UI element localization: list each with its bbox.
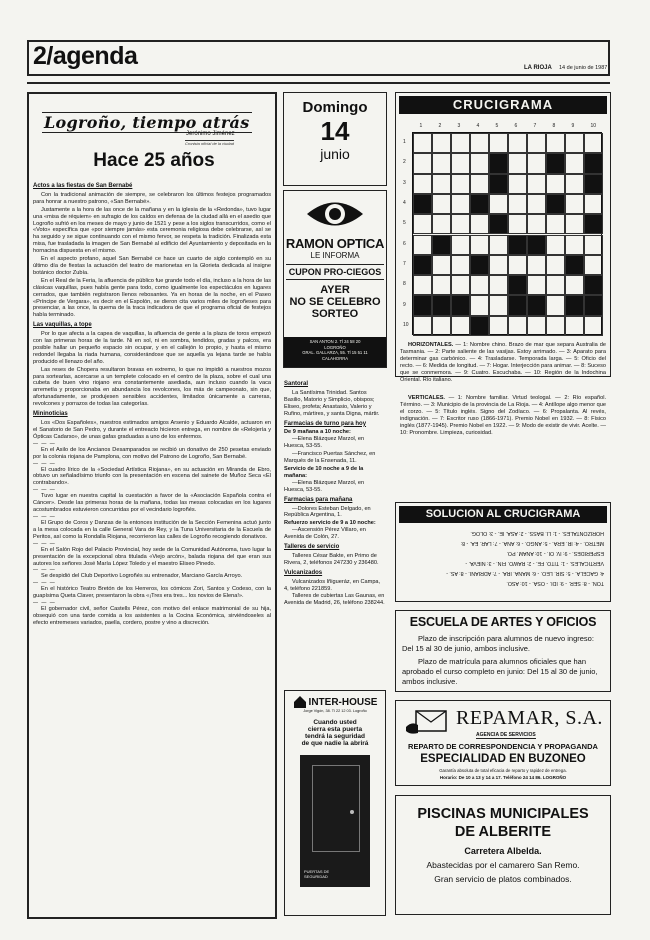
s2-paragraph: Las reses de Chopera resultaron bravas en extremo, lo que no impidió a nuestros mozos para sortearlas, acercarse a un templete colocado en el centro de la plaza, sobre el cual una cubeta de buen vino riojano era constantemente asediada, aun incluso cuando la vaca arremetía y proporcionaba en abundancia los revolcones, los más de campeonato, sin que, afortunadamente, se produjesen sensibles accidentes, limitados únicamente a carreras, revolcones y porrazos de todas las categorías.	[33, 366, 271, 408]
solucion-line: HORIZONTALES. - 1: LI. BASS. - 2: ASA. IE. - 3: OLOG.	[470, 530, 604, 536]
row-number: 1	[403, 139, 406, 146]
farm-entry: —Ascensión Pérez Villaro, en Avenida de Colón, 27.	[284, 527, 366, 541]
farm-entry: —Dolores Esteban Delgado, en República Argentina, 1.	[284, 505, 371, 519]
crossword-cell	[546, 255, 565, 275]
crossword-black-cell	[527, 295, 546, 315]
vulcanizados-text-2: Talleres de cubiertas Las Gaunas, en Avenida de Madrid, 26, teléfono 238244.	[284, 593, 385, 607]
crossword-cell	[527, 133, 546, 153]
column-logo	[42, 112, 274, 133]
separator: — — —	[33, 580, 56, 587]
optica-tagline: LE INFORMA	[310, 251, 360, 260]
date-box	[283, 92, 387, 186]
repamar-brand: REPAMAR, S.A.	[456, 707, 603, 729]
crossword-black-cell	[432, 295, 451, 315]
crossword-cell	[451, 194, 470, 214]
crossword-cell	[413, 235, 432, 255]
crossword-black-cell	[451, 295, 470, 315]
crossword-black-cell	[413, 194, 432, 214]
crossword-cell	[432, 316, 451, 336]
crossword-cell	[413, 316, 432, 336]
crossword-cell	[565, 133, 584, 153]
row-number: 5	[403, 220, 406, 227]
piscinas-title-2: DE ALBERITE	[454, 824, 552, 840]
section1-title: Actos a las fiestas de San Bernabé	[33, 183, 133, 189]
crossword-black-cell	[584, 275, 603, 295]
crossword-cell	[565, 194, 584, 214]
optica-address	[284, 337, 386, 367]
column-number: 5	[495, 123, 499, 129]
envelope-hand-icon	[404, 707, 450, 737]
door-label: PUERTAS DE SEGURIDAD	[304, 869, 330, 879]
s3-paragraph: En el Asilo de los Ancianos Desamparados se recibió un donativo de 250 pesetas enviado por la colonia riojana de Pamplona, con motivo del Patrono de Logroño, San Bernabé.	[33, 446, 271, 460]
piscinas-ad	[395, 795, 611, 915]
interhouse-ad	[284, 690, 386, 916]
crucigrama-clues-v	[400, 395, 606, 437]
separator: — — —	[33, 600, 56, 607]
s2-paragraph: Por lo que afecta a la capea de vaquillas, la afluencia de gente a la plaza de toros empezó con las primeras horas de la tarde. Ni en sol, ni en sombra, tendidos, gradas y palcos, era posible hallar un pequeño espacio sin ocupar, y en el callejón lo propio, y hasta el mismo redondel llegaba la riada humana, considerándose que se aquella ya lejana tarde se había producido el llenazo del año.	[33, 331, 271, 365]
solucion-line: TON. - 8: SER. - 9: IDI. - OSA. - 10: ASO.	[506, 580, 604, 586]
interhouse-line-3: tendrá la seguridad	[305, 733, 365, 740]
solucion-line: VERTICALES. - 1: TITO. FE. - 2: RAWO. FIN. - 3: NIEVA. -	[465, 560, 604, 566]
optica-address-3: GRAL. GALLARZA, 55. Tl 15 51 11	[302, 350, 368, 355]
crossword-cell	[565, 214, 584, 234]
crossword-black-cell	[470, 194, 489, 214]
crossword-cell	[527, 194, 546, 214]
solucion-title: SOLUCION AL CRUCIGRAMA	[399, 506, 607, 523]
piscinas-title-1: PISCINAS MUNICIPALES	[417, 806, 589, 822]
crossword-black-cell	[584, 214, 603, 234]
crossword-cell	[527, 174, 546, 194]
door-handle-icon	[350, 810, 354, 814]
optica-result-3: SORTEO	[311, 308, 359, 320]
interhouse-address: Jorge Vigón, 38. Tl 22 12 03. Logroño	[303, 709, 367, 713]
house-logo-icon	[293, 695, 307, 709]
row-number: 9	[403, 301, 406, 308]
column-number: 10	[590, 123, 597, 129]
author-name: Jerónimo Jiménez	[186, 131, 235, 137]
crossword-cell	[584, 255, 603, 275]
escuela-para-2: Plazo de matrícula para alumnos oficiales que han aprobado el curso completo en junio: Del 15 al 30 de junio, ambos inclusive.	[402, 657, 598, 686]
crossword-cell	[565, 235, 584, 255]
crossword-black-cell	[508, 295, 527, 315]
santoral-title: Santoral	[284, 381, 309, 387]
crossword-black-cell	[565, 295, 584, 315]
section2-title: Las vaquillas, a tope	[33, 322, 92, 329]
crossword-cell	[451, 153, 470, 173]
crossword-cell	[413, 153, 432, 173]
interhouse-line-2: cierra esta puerta	[307, 726, 363, 733]
column-logo-text: Logroño, tiempo atrás	[44, 113, 250, 132]
optica-result-2: NO SE CELEBRO	[289, 296, 381, 308]
crossword-cell	[546, 295, 565, 315]
repamar-line-3: Garantía absoluta de total eficacia de reparto y rapidez de entrega.	[439, 768, 567, 773]
crossword-cell	[489, 255, 508, 275]
crossword-cell	[470, 174, 489, 194]
verticales-label: VERTICALES.	[408, 395, 445, 401]
paper-date: 14 de junio de 1987	[559, 65, 608, 71]
repamar-line-4: Horario: De 10 a 13 y 14 a 17. Teléfono 24 14 86. LOGROÑO	[439, 775, 567, 780]
crossword-cell	[432, 275, 451, 295]
crossword-cell	[451, 214, 470, 234]
crossword-cell	[546, 133, 565, 153]
s3-paragraph: En el Salón Rojo del Palacio Provincial, hoy sede de la Comunidad Autónoma, tuvo lugar la presentación de la excepcional obra titulada «Viejo arcón», balada riojana del que eran sus autores los señores José María López Toledo y el maestro Eliseo Pinedo.	[33, 546, 271, 567]
crossword-cell	[470, 153, 489, 173]
verticales-clues: — 1: Nombre familiar. Virtud teologal. — 2: Río español. Término. — 3: Municipio de la provincia de La Rioja. — 4: Antílope algo menor que el corzo. — 5: Título inglés. Signo del Zodíaco. — 6: Propalanta. Al revés, indignación. — 7: Escritor ruso (1866-1971). Premio Nobel en 1932. — 8: Físico inglés (1877-1945). Premio Nobel en 1922. — 9: Modo de existir de vivir. Acelte. — 10: Pronombre. Limpieza, curiosidad.	[400, 395, 607, 436]
crossword-cell	[565, 174, 584, 194]
crossword-cell	[432, 174, 451, 194]
crossword-cell	[489, 275, 508, 295]
separator: — — —	[33, 487, 56, 494]
row-number: 7	[403, 260, 406, 267]
day-number: 14	[320, 116, 350, 146]
crucigrama-clues	[400, 342, 606, 384]
escuela-para-1: Plazo de inscripción para alumnos de nuevo ingreso: Del 15 al 30 de junio, ambos inclusive.	[402, 634, 594, 653]
crossword-column-numbers	[412, 123, 602, 131]
optica-address-1: SAN ANTON 2. Tl 24 58 20	[309, 339, 361, 344]
crossword-black-cell	[546, 194, 565, 214]
crossword-cell	[451, 275, 470, 295]
crossword-cell	[508, 316, 527, 336]
crossword-cell	[527, 214, 546, 234]
row-number: 10	[403, 321, 409, 328]
solucion-line: ESPERIDES. - 9: IV. OI. - 10: ANAM. PO.	[506, 550, 604, 556]
crossword-cell	[584, 235, 603, 255]
farm-manana-title: Farmacias para mañana	[284, 496, 353, 503]
crossword-black-cell	[508, 235, 527, 255]
crossword-cell	[527, 153, 546, 173]
repamar-subtitle: AGENCIA DE SERVICIOS	[476, 732, 536, 738]
crossword-black-cell	[413, 255, 432, 275]
crossword-cell	[432, 255, 451, 275]
crossword-cell	[565, 316, 584, 336]
optica-address-2: LOGROÑO	[324, 344, 346, 350]
crossword-black-cell	[470, 316, 489, 336]
crossword-cell	[546, 235, 565, 255]
talleres-text: Talleres César Bakte, en Primo de Rivera, 2, teléfonos 247230 y 236480.	[284, 552, 379, 566]
santoral-text: La Santísima Trinidad. Santos Basilio, Matorio y Simplicio, obispos; Eliseo, profeta; Anastasio, Valerio y Rufino, mártires, y santa Digna, mártir.	[284, 389, 380, 417]
column-number: 1	[419, 123, 423, 129]
crossword-black-cell	[489, 214, 508, 234]
s3-paragraph: Se despidió del Club Deportivo Logroñés su entrenador, Marciano García Arroyo.	[41, 573, 243, 580]
crossword-black-cell	[584, 295, 603, 315]
row-number: 8	[403, 281, 406, 288]
vulcanizados-title: Vulcanizados	[284, 569, 323, 576]
crossword-cell	[508, 255, 527, 275]
farm-hours: De 9 mañana a 10 noche:	[284, 429, 351, 436]
crossword-cell	[451, 133, 470, 153]
refuerzo-label: Refuerzo servicio de 9 a 10 noche:	[284, 520, 376, 527]
column-number: 6	[514, 123, 518, 129]
crossword-cell	[451, 235, 470, 255]
crossword-cell	[470, 235, 489, 255]
piscinas-road: Carretera Albelda.	[464, 846, 542, 856]
eye-logo-icon	[305, 197, 365, 231]
crossword-cell	[413, 214, 432, 234]
solucion-text	[402, 528, 604, 588]
s3-paragraph: El cuadro lírico de la «Sociedad Artística Riojana», en su actuación en Miranda de Ebro, obtuvo un señaladísimo triunfo con la presentación en escena del sainete de Muñoz Seca «El contrabando».	[33, 466, 271, 487]
crossword-cell	[508, 194, 527, 214]
solucion-line: 4: GACELA. - 5: SIR. LEO. - 6: MANA. IRA. - 7: ADRIANI. - 8: AS. -	[446, 570, 604, 576]
optica-result-1: AYER	[320, 284, 350, 296]
crossword-cell	[584, 316, 603, 336]
crossword-cell	[508, 214, 527, 234]
crossword-black-cell	[432, 235, 451, 255]
servicio-label: Servicio de 10 noche a 9 de la mañana:	[284, 465, 364, 479]
weekday: Domingo	[302, 99, 368, 116]
solucion-line: METRO. - 4: IR. ERA. - 5: ANGO. - 6: ANA. - 7: LAR. EA. - 8:	[460, 540, 604, 546]
column-number: 9	[571, 123, 575, 129]
crossword-cell	[413, 174, 432, 194]
optica-ad	[283, 190, 387, 368]
crossword-black-cell	[546, 153, 565, 173]
crossword-black-cell	[489, 174, 508, 194]
s3-paragraph: El gobernador civil, señor Castells Pérez, con motivo del enlace matrimonial de su hija, obsequió con una tarde comida a los asistentes a la Cocina Económica, sirviéndoseles al efecto entremeses variados, paella, cordero, postre y vino a discreción.	[33, 606, 271, 626]
separator: — — —	[33, 440, 56, 447]
s3-paragraph: Tuvo lugar en nuestra capital la cuestación a favor de la «Asociación Española contra el Cáncer». Desde las primeras horas de la mañana, todas las mesas colocadas en los lugares acostumbrados estuvieron concurridas por el vecindario logroñés.	[33, 493, 271, 514]
separator: — — —	[33, 567, 56, 574]
crossword-black-cell	[565, 255, 584, 275]
author-role: Cronista oficial de la ciudad	[185, 141, 234, 146]
escuela-title: ESCUELA DE ARTES Y OFICIOS	[409, 615, 597, 629]
separator: — — —	[33, 540, 56, 547]
crossword-cell	[546, 275, 565, 295]
crossword-black-cell	[508, 275, 527, 295]
crossword-black-cell	[470, 255, 489, 275]
interhouse-line-4: de que nadie la abrirá	[301, 740, 369, 747]
crossword-cell	[470, 295, 489, 315]
interhouse-brand: INTER-HOUSE	[308, 696, 378, 708]
crossword-cell	[470, 133, 489, 153]
row-number: 4	[403, 200, 406, 207]
crossword-cell	[432, 153, 451, 173]
repamar-line-1: REPARTO DE CORRESPONDENCIA Y PROPAGANDA	[408, 742, 598, 751]
piscinas-line-1: Abastecidas por el camarero San Remo.	[426, 860, 580, 870]
s3-paragraph: Los «Dos Españoles», nuestros estimados amigos Arsenio y Eduardo Alcalde, actuaron en el Sanatorio de San Pedro, y durante el entreacto hicieron entrega, en nombre de «Relojería y Ópticas Cadarso», de unas gafas graduadas a uno de los enfermos.	[33, 420, 271, 440]
column-number: 7	[533, 123, 537, 129]
optica-coupon: CUPON PRO-CIEGOS	[286, 264, 384, 280]
crossword-cell	[470, 275, 489, 295]
crossword-black-cell	[584, 153, 603, 173]
crossword-cell	[527, 316, 546, 336]
escuela-ad	[395, 610, 611, 692]
crossword-black-cell	[489, 153, 508, 173]
door-photo	[300, 755, 370, 887]
column-number: 4	[476, 123, 480, 129]
separator: — — —	[33, 513, 56, 520]
farmacias-title: Farmacias de turno para hoy	[284, 420, 367, 427]
column-number: 8	[552, 123, 556, 129]
farm-entry: —Francisco Puertas Sánchez, en Marqués de la Ensenada, 11.	[284, 451, 376, 465]
crossword-cell	[584, 194, 603, 214]
agenda-listings	[284, 378, 386, 608]
crossword-cell	[527, 255, 546, 275]
column-number: 3	[457, 123, 461, 129]
horizontales-clues: — 1: Nombre chino. Brazo de mar que separa Australia de Tasmania. — 2: Parte saliente de las vasijas. Estoy arrimado. — 3: Aparato para determinar gas carbónico. — 4: Trasladarse. Temporada larga. — 5: Oficio del recto. — 6: Medida de longitud. — 7: Hogar. Interjección para animar. — 8: Suceso que se conmemora. — 9: Cuatro. Escuchaba. — 10: Región de la Indochina Oriental. Río italiano.	[400, 342, 607, 383]
s3-paragraph: En el histórico Teatro Bretón de los Herreros, los cómicos Zori, Santos y Codeso, con la guapísima Queta Claver, presentaron la obra «¡Tres era tres... los novios de Elena!».	[33, 586, 271, 600]
crossword-cell	[432, 194, 451, 214]
talleres-title: Talleres de servicio	[284, 544, 340, 551]
interhouse-logo	[285, 695, 385, 709]
crossword-cell	[413, 275, 432, 295]
door-panel	[312, 765, 360, 852]
crossword-cell	[489, 133, 508, 153]
header-rule	[27, 82, 610, 84]
month: junio	[320, 146, 350, 162]
crossword-black-cell	[584, 174, 603, 194]
article-body	[33, 180, 271, 628]
crossword-cell	[489, 295, 508, 315]
farm-entry: —Elena Blázquez Marzol, en Huesca, 53-55.	[284, 479, 365, 493]
crossword-cell	[546, 174, 565, 194]
horizontales-label: HORIZONTALES.	[408, 342, 454, 348]
crossword-cell	[584, 133, 603, 153]
column-number: 2	[438, 123, 442, 129]
crossword-cell	[432, 214, 451, 234]
crossword-cell	[508, 133, 527, 153]
crossword-cell	[489, 316, 508, 336]
crossword-cell	[413, 133, 432, 153]
s3-paragraph: El Grupo de Coros y Danzas de la entonces institución de la Sección Femenina actuó junto a la mesa colocada en la calle General Vara de Rey, y la Tuna Universitaria de la Escuela de Peritos, así como la Rondalla Riojana, recorrieron las calles de Logroño recogiendo donativos.	[33, 519, 271, 540]
crossword-cell	[432, 133, 451, 153]
crossword-cell	[546, 214, 565, 234]
crossword-cell	[470, 214, 489, 234]
paper-name: LA RIOJA	[524, 65, 552, 71]
crucigrama-title: CRUCIGRAMA	[399, 96, 607, 114]
section3-title: Mininoticias	[33, 411, 68, 418]
crossword-cell	[451, 255, 470, 275]
s1-paragraph: En el aspecto profano, aquel San Bernabé ce hace un cuarto de siglo contempló en su último día de fiestas la actuación del teatro de marionetas en la Glorieta dedicada al insigne botánico doctor Zubía.	[33, 256, 271, 276]
piscinas-line-2: Gran servicio de platos combinados.	[434, 874, 572, 884]
farm-entry: —Elena Blázquez Marzol, en Huesca, 53-55.	[284, 436, 365, 450]
separator: — — —	[33, 460, 56, 467]
crossword-cell	[489, 235, 508, 255]
crossword-cell	[489, 194, 508, 214]
optica-brand: RAMON OPTICA	[285, 236, 385, 251]
interhouse-line-1: Cuando usted	[313, 719, 357, 726]
optica-address-4: CALAHORRA	[321, 355, 349, 361]
repamar-line-2: ESPECIALIDAD EN BUZONEO	[420, 753, 586, 765]
crossword-black-cell	[527, 235, 546, 255]
crossword-row-numbers	[401, 132, 411, 335]
crossword-cell	[565, 275, 584, 295]
crossword-cell	[546, 316, 565, 336]
crossword-black-cell	[413, 295, 432, 315]
crossword-cell	[508, 153, 527, 173]
article-headline: Hace 25 años	[93, 150, 215, 171]
s1-paragraph: Con la tradicional animación de siempre, se celebraron los últimos festejos programados para honrar a nuestro patrono, «San Bernabé».	[33, 191, 271, 205]
row-number: 6	[403, 240, 406, 247]
section-title: 2/agenda	[33, 42, 138, 70]
vulcanizados-text: Vulcanizados Iñigueráz, en Campa, 4, teléfono 221859.	[284, 578, 381, 592]
row-number: 2	[403, 159, 406, 166]
crossword-cell	[451, 316, 470, 336]
repamar-ad	[395, 700, 611, 786]
s1-paragraph: En el Real de la Feria, la afluencia de público fue grande todo el día, incluso a la hora de las clásicas vaquillas, pues había gente para todo, como igualmente los espectáculos en lugares cerrados, que también registraron llenos rebosantes. Ya en horas de la noche, en el Paseo «Príncipe de Vergara», es decir en el Espolón, se dieron cita varios miles de logroñeses para presenciar, a las once, la quema de la traca indicadora de que el programa oficial de festejos había terminado.	[33, 277, 271, 319]
crossword-cell	[565, 153, 584, 173]
crossword-cell	[451, 174, 470, 194]
row-number: 3	[403, 179, 406, 186]
s1-paragraph: Justamente a la hora de las once de la mañana y en la iglesia de la «Redonda», tuvo lugar una «misa de réquiem» en sufragio de los caídos en defensa de la ciudad allá en el asedio que Logroño sufrió en los meses de mayo y junio de 1521 y pese a los siglos transcurridos, como el «Voto» específica que «por siempre jamás» esta ceremonia religiosa debe celebrarse, así se ha seguido y se sigue continuando con el mismo fervor, se respeta la tradición. Finalizada esta misa, fue trasladada la imagen de San Bernabé al edificio del Ayuntamiento y depositada en la hornacina dispuesta en el mismo.	[33, 206, 271, 255]
crossword-grid	[412, 132, 602, 335]
crossword-cell	[508, 174, 527, 194]
crossword-cell	[527, 275, 546, 295]
